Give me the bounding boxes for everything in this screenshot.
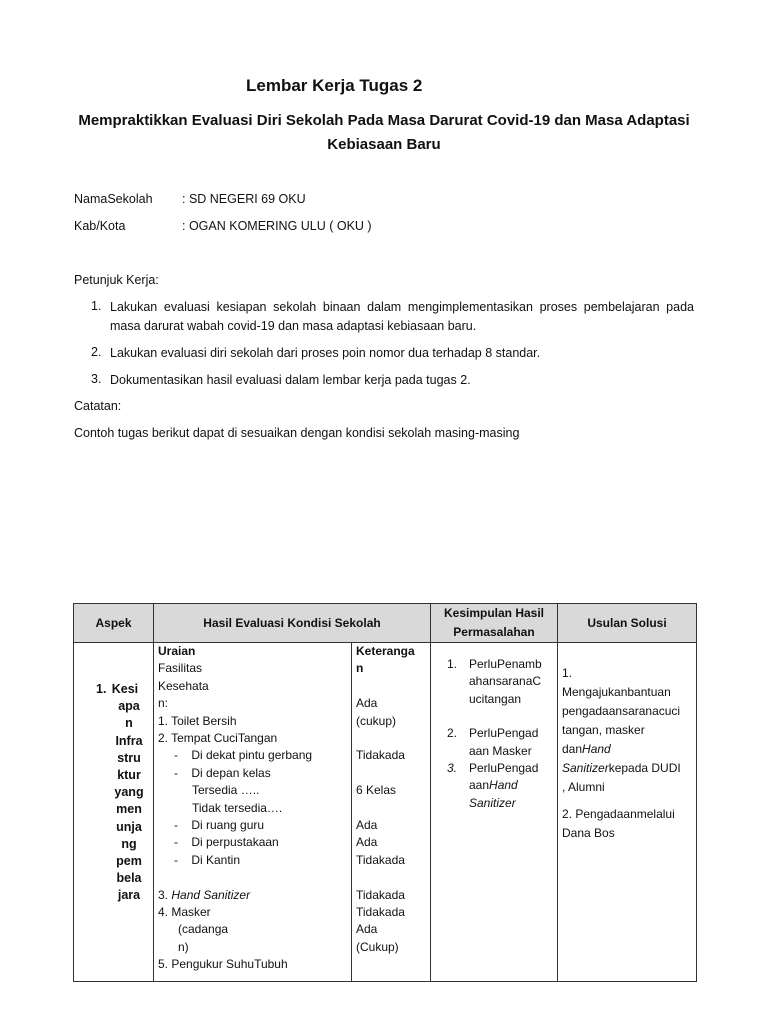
aspek-word: n xyxy=(125,716,133,731)
kesimpulan-cell xyxy=(431,643,558,982)
aspek-word: bela xyxy=(116,871,142,886)
instructions-heading: Petunjuk Kerja: xyxy=(74,273,159,287)
table-row xyxy=(74,643,697,982)
instruction-number: 1. xyxy=(91,299,102,313)
solusi-line: tangan, masker xyxy=(562,723,645,737)
keterangan-line: Tidakada xyxy=(356,905,405,920)
keterangan-line: Ada xyxy=(356,818,378,832)
school-label: NamaSekolah xyxy=(74,192,153,206)
aspek-word: yang xyxy=(114,785,144,800)
kesimpulan-line: PerluPengad xyxy=(469,726,539,741)
aspek-word: pem xyxy=(116,854,142,869)
evaluation-table xyxy=(73,603,697,982)
kesimpulan-line: PerluPenamb xyxy=(469,657,542,671)
city-label: Kab/Kota xyxy=(74,219,126,233)
keterangan-line: Ada xyxy=(356,835,378,850)
header-kesimpulan: Kesimpulan Hasil Permasalahan xyxy=(431,604,558,643)
kesimpulan-line: ucitangan xyxy=(469,691,522,706)
keterangan-line: Tidakada xyxy=(356,887,405,902)
instruction-item: Lakukan evaluasi kesiapan sekolah binaan dalam mengimplementasikan proses pembelajaran pada masa darurat wabah covid-19 dan masa adaptasi kebiasaan baru. xyxy=(110,300,694,333)
uraian-line: - Di Kantin xyxy=(174,852,241,867)
kesimpulan-number: 3. xyxy=(447,761,458,776)
keterangan-line: (cukup) xyxy=(356,713,397,728)
aspek-word: stru xyxy=(117,750,141,765)
solusi-line: dan xyxy=(562,742,583,756)
kesimpulan-line: Sanitizer xyxy=(469,795,516,810)
aspek-word: ng xyxy=(121,836,137,851)
uraian-line: 3. xyxy=(158,887,169,902)
uraian-line: 1. Toilet Bersih xyxy=(158,713,237,728)
solusi-line: Sanitizer xyxy=(562,761,609,775)
uraian-column xyxy=(154,643,352,981)
solusi-line: Mengajukanbantuan xyxy=(562,685,671,699)
kesimpulan-line: Hand xyxy=(489,778,518,793)
aspek-word: apa xyxy=(118,699,140,714)
instruction-item: Dokumentasikan hasil evaluasi dalam lembar kerja pada tugas 2. xyxy=(110,373,471,387)
page-title: Lembar Kerja Tugas 2 xyxy=(246,76,423,95)
header-hasil-evaluasi: Hasil Evaluasi Kondisi Sekolah xyxy=(154,604,431,643)
kesimpulan-number: 1. xyxy=(447,657,458,671)
list-item xyxy=(447,760,557,812)
hasil-evaluasi-cell xyxy=(154,643,431,982)
uraian-line: Fasilitas xyxy=(158,661,203,676)
uraian-line: 4. Masker xyxy=(158,905,211,920)
uraian-heading: Uraian xyxy=(158,644,196,658)
kesimpulan-line: aan Masker xyxy=(469,743,532,758)
kesimpulan-line: ahansaranaC xyxy=(469,674,542,689)
uraian-line: - Di depan kelas xyxy=(174,765,271,780)
school-value: : SD NEGERI 69 OKU xyxy=(182,192,306,206)
keterangan-line: Ada xyxy=(356,922,378,937)
header-usulan-solusi: Usulan Solusi xyxy=(558,604,697,643)
page-subtitle: Mempraktikkan Evaluasi Diri Sekolah Pada Masa Darurat Covid-19 dan Masa Adaptasi Kebiasaan Baru xyxy=(78,112,690,153)
keterangan-line: Tidakada xyxy=(356,852,405,867)
aspek-word: unja xyxy=(116,819,142,834)
uraian-line: 5. Pengukur SuhuTubuh xyxy=(158,957,288,972)
header-aspek: Aspek xyxy=(74,604,154,643)
solusi-line: Dana Bos xyxy=(562,826,615,840)
uraian-line: (cadanga xyxy=(178,922,229,937)
list-item xyxy=(447,725,557,760)
keterangan-line: Ada xyxy=(356,696,378,711)
aspek-cell xyxy=(74,643,154,982)
aspek-word: jara xyxy=(117,888,141,903)
uraian-line: n: xyxy=(158,696,169,711)
uraian-line: 2. Tempat CuciTangan xyxy=(158,731,278,746)
instruction-number: 3. xyxy=(91,372,102,386)
usulan-solusi-cell xyxy=(558,643,697,982)
solusi-line: pengadaansaranacuci xyxy=(562,704,681,718)
solusi-line: kepada DUDI xyxy=(608,761,681,775)
notes-text: Contoh tugas berikut dapat di sesuaikan dengan kondisi sekolah masing-masing xyxy=(74,426,520,440)
uraian-line: n) xyxy=(178,939,189,954)
keterangan-line: 6 Kelas xyxy=(356,783,397,798)
aspek-word: men xyxy=(116,802,142,817)
table-header-row xyxy=(74,604,697,643)
keterangan-heading: n xyxy=(356,661,364,676)
aspek-word: Kesi xyxy=(111,682,139,696)
instruction-item: Lakukan evaluasi diri sekolah dari proses poin nomor dua terhadap 8 standar. xyxy=(110,346,541,360)
keterangan-column xyxy=(352,643,430,981)
aspek-word: Infra xyxy=(115,733,143,748)
uraian-line: Hand Sanitizer xyxy=(171,887,251,902)
keterangan-line: Tidakada xyxy=(356,748,405,763)
uraian-line: - Di ruang guru xyxy=(174,818,265,833)
uraian-line: Kesehata xyxy=(158,678,209,693)
aspek-word: ktur xyxy=(117,768,141,783)
uraian-line: - Di dekat pintu gerbang xyxy=(174,748,313,763)
list-item xyxy=(447,656,557,708)
uraian-line: - Di perpustakaan xyxy=(174,835,279,850)
city-value: : OGAN KOMERING ULU ( OKU ) xyxy=(182,219,372,233)
uraian-line: Tidak tersedia…. xyxy=(192,800,283,815)
uraian-line: Tersedia ….. xyxy=(192,783,260,798)
keterangan-line: (Cukup) xyxy=(356,939,399,954)
kesimpulan-number: 2. xyxy=(447,726,458,741)
keterangan-heading: Keteranga xyxy=(356,644,415,658)
aspek-number: 1. xyxy=(96,682,107,696)
kesimpulan-line: aan xyxy=(469,778,490,793)
solusi-line: Hand xyxy=(582,742,611,756)
instruction-number: 2. xyxy=(91,345,102,359)
solusi-line: , Alumni xyxy=(562,780,605,794)
solusi-line: 1. xyxy=(562,666,573,680)
notes-heading: Catatan: xyxy=(74,399,122,413)
solusi-line: 2. Pengadaanmelalui xyxy=(562,807,675,821)
kesimpulan-line: PerluPengad xyxy=(469,761,539,776)
